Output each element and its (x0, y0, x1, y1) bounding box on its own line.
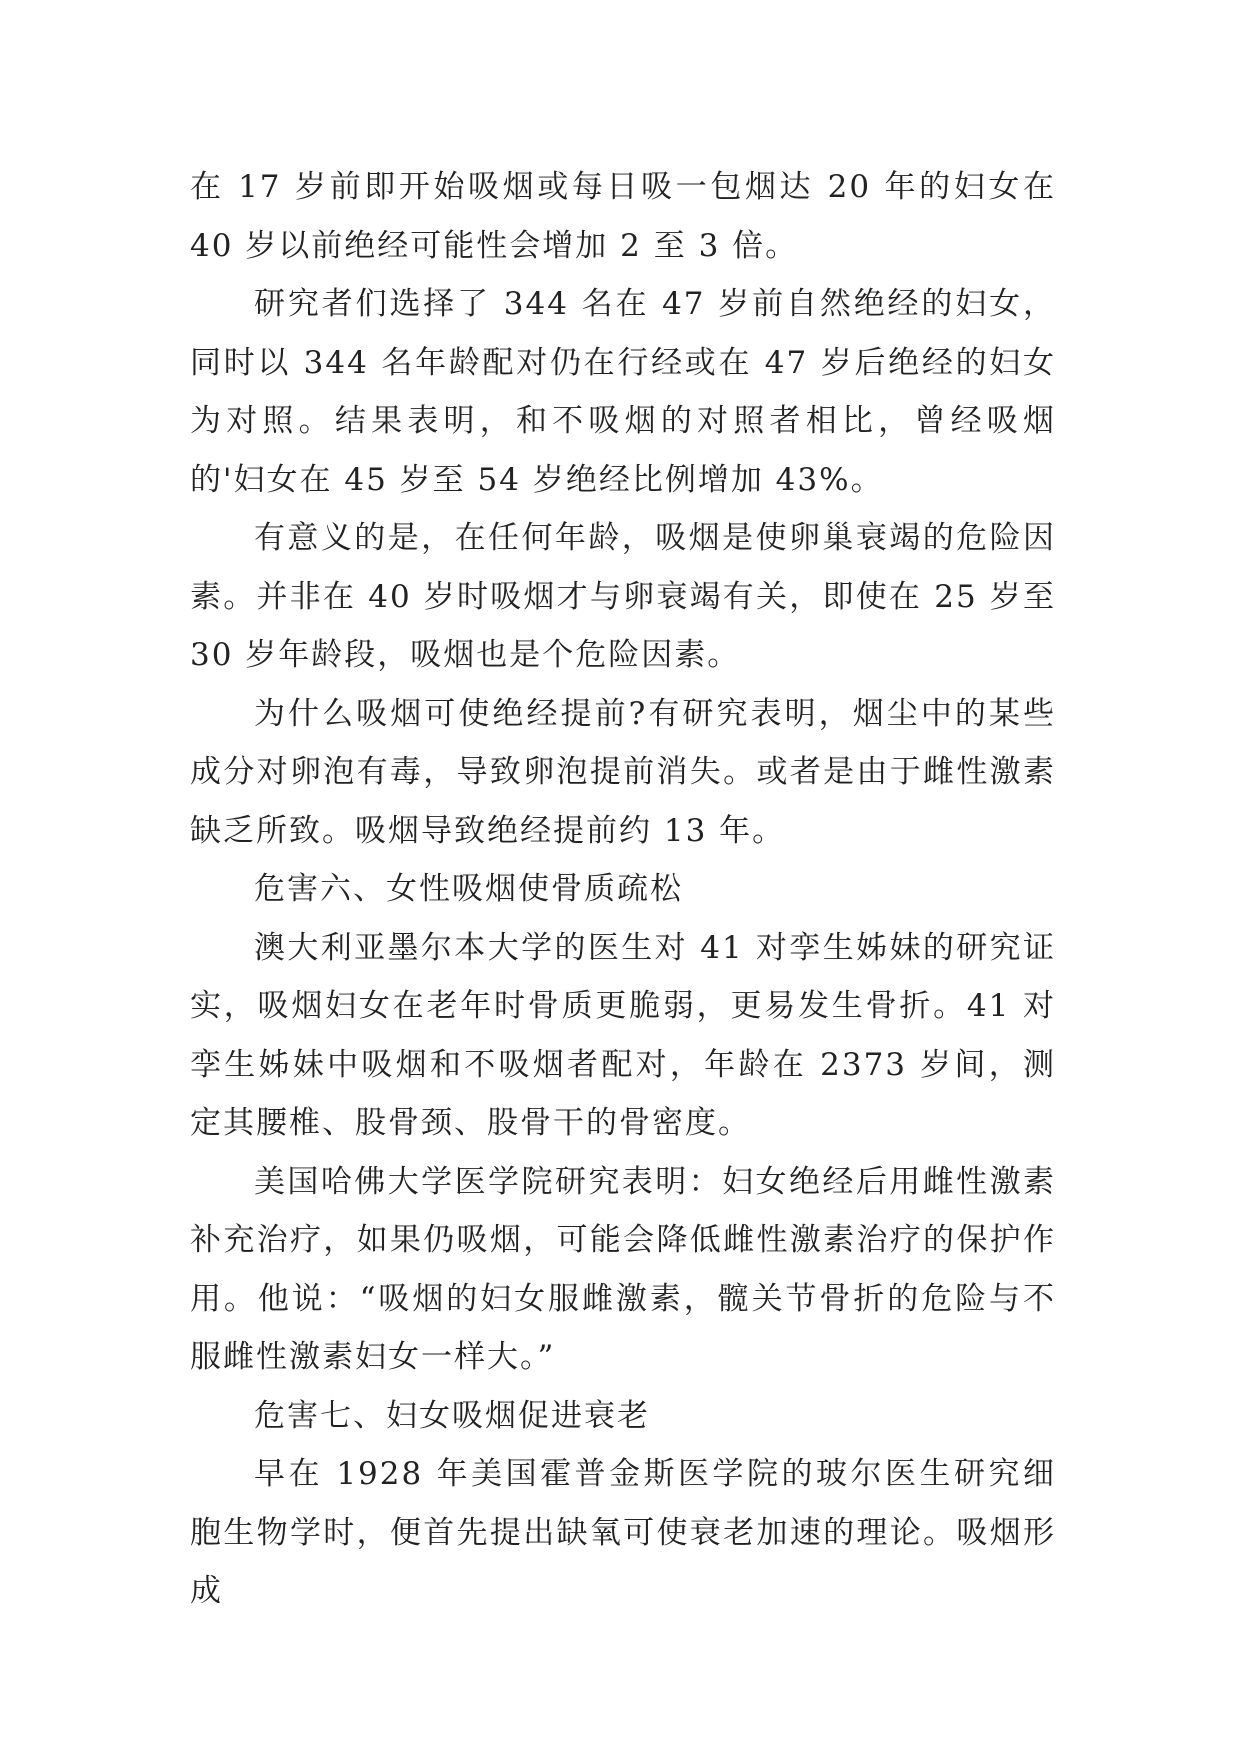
paragraph-study-design: 研究者们选择了 344 名在 47 岁前自然绝经的妇女，同时以 344 名年龄配对仍在行经或在 47 岁后绝经的妇女为对照。结果表明，和不吸烟的对照者相比，曾经吸烟的'妇女在 45 岁至 54 岁绝经比例增加 43%。 (190, 286, 1056, 498)
paragraph-harvard-study: 美国哈佛大学医学院研究表明：妇女绝经后用雌性激素补充治疗，如果仍吸烟，可能会降低雌性激素治疗的保护作用。他说：“吸烟的妇女服雌激素，髋关节骨折的危险与不服雌性激素妇女一样大。” (190, 1163, 1056, 1375)
section-heading-harm-six: 危害六、女性吸烟使骨质疏松 (254, 871, 683, 907)
paragraph-ovarian-failure: 有意义的是，在任何年龄，吸烟是使卵巢衰竭的危险因素。并非在 40 岁时吸烟才与卵衰竭有关，即使在 25 岁至 30 岁年龄段，吸烟也是个危险因素。 (190, 520, 1056, 673)
paragraph-early-menopause-cause: 为什么吸烟可使绝经提前?有研究表明，烟尘中的某些成分对卵泡有毒，导致卵泡提前消失。或者是由于雌性激素缺乏所致。吸烟导致绝经提前约 13 年。 (190, 695, 1056, 849)
paragraph-menopause-risk: 在 17 岁前即开始吸烟或每日吸一包烟达 20 年的妇女在 40 岁以前绝经可能性会增加 2 至 3 倍。 (190, 169, 1056, 264)
paragraph-twin-study: 澳大利亚墨尔本大学的医生对 41 对孪生姊妹的研究证实，吸烟妇女在老年时骨质更脆弱，更易发生骨折。41 对孪生姊妹中吸烟和不吸烟者配对，年龄在 2373 岁间，测定其腰椎、股骨颈、股骨干的骨密度。 (190, 929, 1056, 1141)
section-heading-harm-seven: 危害七、妇女吸烟促进衰老 (254, 1397, 650, 1434)
document-body (190, 158, 1056, 1621)
paragraph-aging-theory: 早在 1928 年美国霍普金斯医学院的玻尔医生研究细胞生物学时，便首先提出缺氧可使衰老加速的理论。吸烟形成 (190, 1456, 1056, 1609)
